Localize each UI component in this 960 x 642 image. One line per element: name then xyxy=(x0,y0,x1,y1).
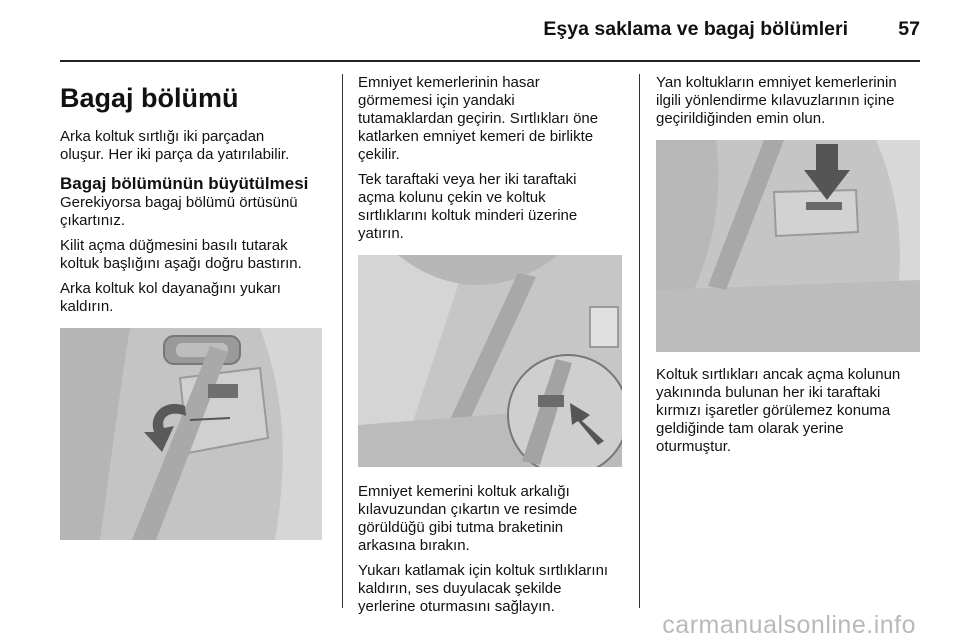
section-heading: Bagaj bölümü xyxy=(60,83,239,113)
paragraph-armrest: Arka koltuk kol dayanağını yukarı kaldırın. xyxy=(60,280,281,315)
page-number: 57 xyxy=(898,18,920,40)
column-divider-1 xyxy=(342,74,343,608)
belt-bracket-illustration xyxy=(358,255,622,467)
column-divider-2 xyxy=(639,74,640,608)
paragraph-red-markers: Koltuk sırtlıkları ancak açma kolunun yakınında bulunan her iki taraftaki kırmızı işaretler görülemez konuma geldiğinde tam olarak yerine oturmuştur. xyxy=(656,366,901,455)
column-2 xyxy=(358,74,626,623)
header-rule xyxy=(60,60,920,62)
figure-headrest-release xyxy=(60,328,322,540)
headrest-release-illustration xyxy=(60,328,322,540)
paragraph-side-belts: Yan koltukların emniyet kemerlerinin ilgili yönlendirme kılavuzlarının içine geçirildiğinden emin olun. xyxy=(656,74,897,127)
red-markers-illustration xyxy=(656,140,920,352)
paragraph-cover: Gerekiyorsa bagaj bölümü örtüsünü çıkartınız. xyxy=(60,194,298,229)
watermark: carmanualsonline.info xyxy=(662,611,916,639)
column-1 xyxy=(60,74,328,540)
intro-paragraph: Arka koltuk sırtlığı iki parçadan oluşur. Her iki parça da yatırılabilir. xyxy=(60,128,290,163)
figure-red-markers xyxy=(656,140,920,352)
paragraph-remove-belt: Emniyet kemerini koltuk arkalığı kılavuzundan çıkartın ve resimde görüldüğü gibi tutma braketinin arkasına bırakın. xyxy=(358,483,578,554)
paragraph-release-lever: Tek taraftaki veya her iki taraftaki açma kolunu çekin ve koltuk sırtlıklarını koltuk minderi üzerine yatırın. xyxy=(358,171,578,242)
column-3 xyxy=(656,74,924,463)
paragraph-headrest: Kilit açma düğmesini basılı tutarak koltuk başlığını aşağı doğru bastırın. xyxy=(60,237,302,272)
paragraph-fold-up: Yukarı katlamak için koltuk sırtlıklarını kaldırın, ses duyulacak şekilde yerlerine oturmasını sağlayın. xyxy=(358,562,609,615)
figure-belt-bracket xyxy=(358,255,622,467)
paragraph-belt-guides: Emniyet kemerlerinin hasar görmemesi için yandaki tutamaklardan geçirin. Sırtlıkları öne katlarken emniyet kemeri de birlikte çekilir. xyxy=(358,74,599,163)
header-title: Eşya saklama ve bagaj bölümleri xyxy=(543,18,848,40)
subsection-heading: Bagaj bölümünün büyütülmesi xyxy=(60,174,309,193)
